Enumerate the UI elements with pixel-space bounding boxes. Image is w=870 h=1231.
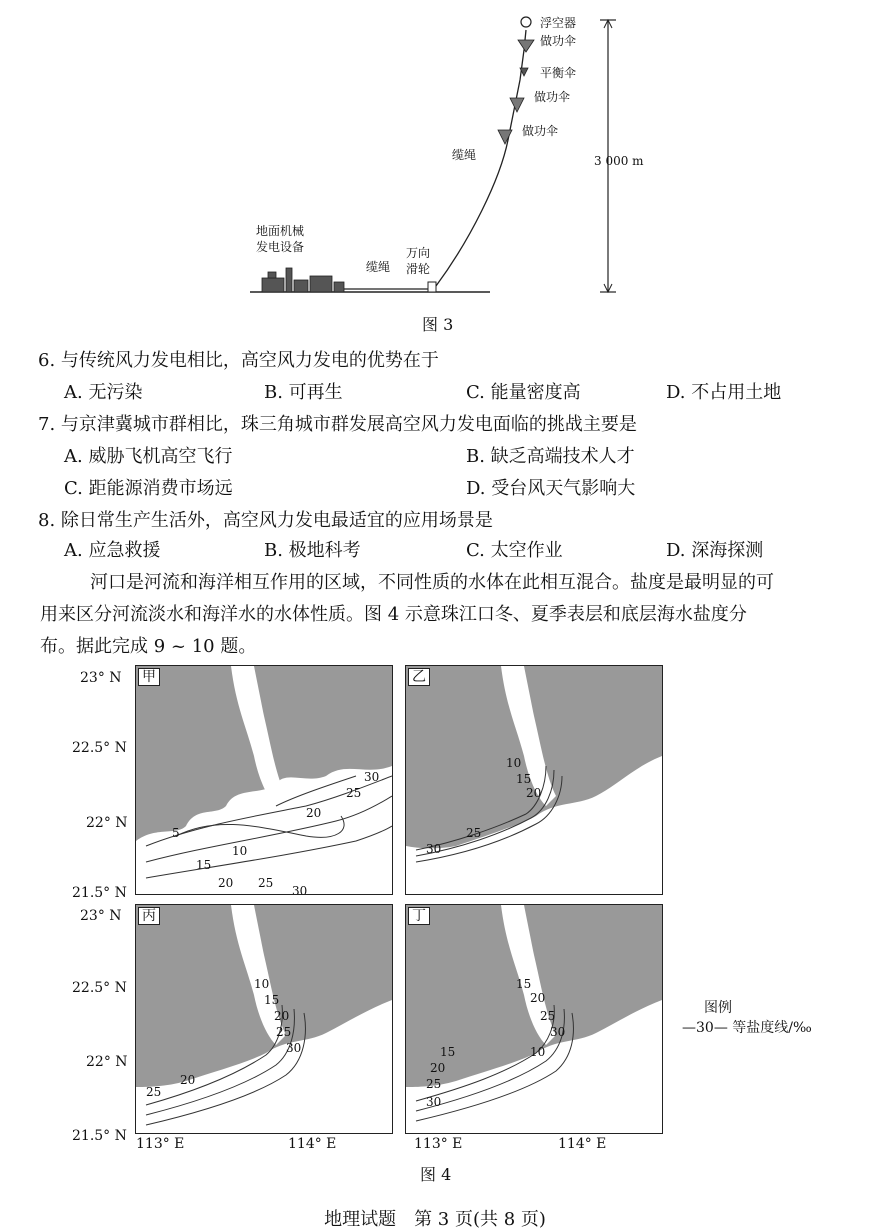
lat-label-22n-bottom: 22° N <box>86 1054 128 1070</box>
map-panel-yi <box>405 665 663 895</box>
contour-label: 20 <box>430 1061 446 1075</box>
cable-label-upper: 缆绳 <box>452 148 477 162</box>
height-label: 3 000 m <box>594 154 644 168</box>
contour-label: 20 <box>180 1073 196 1087</box>
contour-label: 20 <box>530 991 546 1005</box>
map-panel-ding <box>405 904 663 1134</box>
q7-option-d[interactable]: D. 受台风天气影响大 <box>466 478 636 499</box>
contour-label: 20 <box>218 876 234 890</box>
question-7-stem: 7. 与京津冀城市群相比，珠三角城市群发展高空风力发电面临的挑战主要是 <box>38 414 637 435</box>
work-parachute-3 <box>498 130 512 144</box>
contour-label: 30 <box>292 884 308 895</box>
contour-label: 15 <box>440 1045 456 1059</box>
lat-label-22-5n-bottom: 22.5° N <box>72 980 127 996</box>
aerostat-icon <box>521 17 531 27</box>
panel-tag-yi: 乙 <box>408 668 430 686</box>
page-footer: 地理试题 第 3 页(共 8 页) <box>324 1209 546 1230</box>
contour-label: 25 <box>346 786 362 800</box>
contour-label: 30 <box>426 842 442 856</box>
contour-label: 10 <box>254 977 270 991</box>
aerostat-label: 浮空器 <box>540 16 577 30</box>
panel-tag-ding: 丁 <box>408 907 430 925</box>
work-parachute-1 <box>518 40 534 52</box>
question-6-stem: 6. 与传统风力发电相比，高空风力发电的优势在于 <box>38 350 439 371</box>
contour-label: 25 <box>276 1025 292 1039</box>
figure-4-caption: 图 4 <box>420 1165 452 1184</box>
map-panel-bing <box>135 904 393 1134</box>
contour-label: 25 <box>146 1085 162 1099</box>
q8-option-b[interactable]: B. 极地科考 <box>264 540 361 561</box>
lon-label-114e-right: 114° E <box>558 1136 607 1152</box>
contour-label: 5 <box>172 826 180 840</box>
legend-item-isohaline: —30— 等盐度线/‰ <box>682 1020 812 1036</box>
passage-line-1: 河口是河流和海洋相互作用的区域，不同性质的水体在此相互混合。盐度是最明显的可 <box>90 572 774 593</box>
contour-label: 30 <box>286 1041 302 1055</box>
lat-label-22-5n-top: 22.5° N <box>72 740 127 756</box>
q7-option-c[interactable]: C. 距能源消费市场远 <box>64 478 233 499</box>
pulley-label-2: 滑轮 <box>406 262 431 276</box>
q6-option-a[interactable]: A. 无污染 <box>64 382 143 403</box>
contour-label: 15 <box>516 977 532 991</box>
main-cable <box>436 30 526 286</box>
map-panel-jia <box>135 665 393 895</box>
ground-generator-building <box>262 268 344 292</box>
contour-label: 20 <box>274 1009 290 1023</box>
legend-title: 图例 <box>704 1000 732 1016</box>
panel-tag-bing: 丙 <box>138 907 160 925</box>
ground-device-label-1: 地面机械 <box>256 224 305 238</box>
contour-label: 25 <box>426 1077 442 1091</box>
cable-label-lower: 缆绳 <box>366 260 391 274</box>
panel-tag-jia: 甲 <box>138 668 160 686</box>
work-parachute-2 <box>510 98 524 112</box>
lat-label-21-5n-bottom: 21.5° N <box>72 1128 127 1144</box>
q6-option-d[interactable]: D. 不占用土地 <box>666 382 782 403</box>
contour-label: 30 <box>364 770 380 784</box>
contour-label: 10 <box>506 756 522 770</box>
q6-option-c[interactable]: C. 能量密度高 <box>466 382 581 403</box>
passage-line-2: 用来区分河流淡水和海洋水的水体性质。图 4 示意珠江口冬、夏季表层和底层海水盐度分 <box>40 604 747 625</box>
figure-3-caption: 图 3 <box>422 315 454 334</box>
q7-option-a[interactable]: A. 威胁飞机高空飞行 <box>64 446 233 467</box>
work-chute-label-2: 做功伞 <box>534 90 571 104</box>
work-chute-label-3: 做功伞 <box>522 124 559 138</box>
contour-label: 30 <box>426 1095 442 1109</box>
lon-label-114e-left: 114° E <box>288 1136 337 1152</box>
pulley-label-1: 万向 <box>406 246 431 260</box>
contour-label: 25 <box>466 826 482 840</box>
q8-option-c[interactable]: C. 太空作业 <box>466 540 563 561</box>
contour-label: 25 <box>258 876 274 890</box>
lon-label-113e-left: 113° E <box>136 1136 185 1152</box>
contour-label: 15 <box>516 772 532 786</box>
contour-label: 15 <box>264 993 280 1007</box>
q8-option-d[interactable]: D. 深海探测 <box>666 540 764 561</box>
q6-option-b[interactable]: B. 可再生 <box>264 382 343 403</box>
lat-label-22n-top: 22° N <box>86 815 128 831</box>
ground-device-label-2: 发电设备 <box>256 240 305 254</box>
contour-label: 10 <box>530 1045 546 1059</box>
contour-label: 10 <box>232 844 248 858</box>
contour-label: 15 <box>196 858 212 872</box>
contour-label: 20 <box>526 786 542 800</box>
q7-option-b[interactable]: B. 缺乏高端技术人才 <box>466 446 635 467</box>
contour-label: 25 <box>540 1009 556 1023</box>
lon-label-113e-right: 113° E <box>414 1136 463 1152</box>
contour-label: 20 <box>306 806 322 820</box>
lat-label-21-5n-top: 21.5° N <box>72 885 127 901</box>
q8-option-a[interactable]: A. 应急救援 <box>64 540 161 561</box>
balance-chute-label: 平衡伞 <box>540 66 577 80</box>
lat-label-23n-bottom: 23° N <box>80 908 122 924</box>
contour-label: 30 <box>550 1025 566 1039</box>
passage-line-3: 布。据此完成 9 ~ 10 题。 <box>40 636 257 657</box>
work-chute-label-1: 做功伞 <box>540 34 577 48</box>
universal-pulley <box>428 282 436 292</box>
lat-label-23n-top: 23° N <box>80 670 122 686</box>
question-8-stem: 8. 除日常生产生活外，高空风力发电最适宜的应用场景是 <box>38 510 493 531</box>
